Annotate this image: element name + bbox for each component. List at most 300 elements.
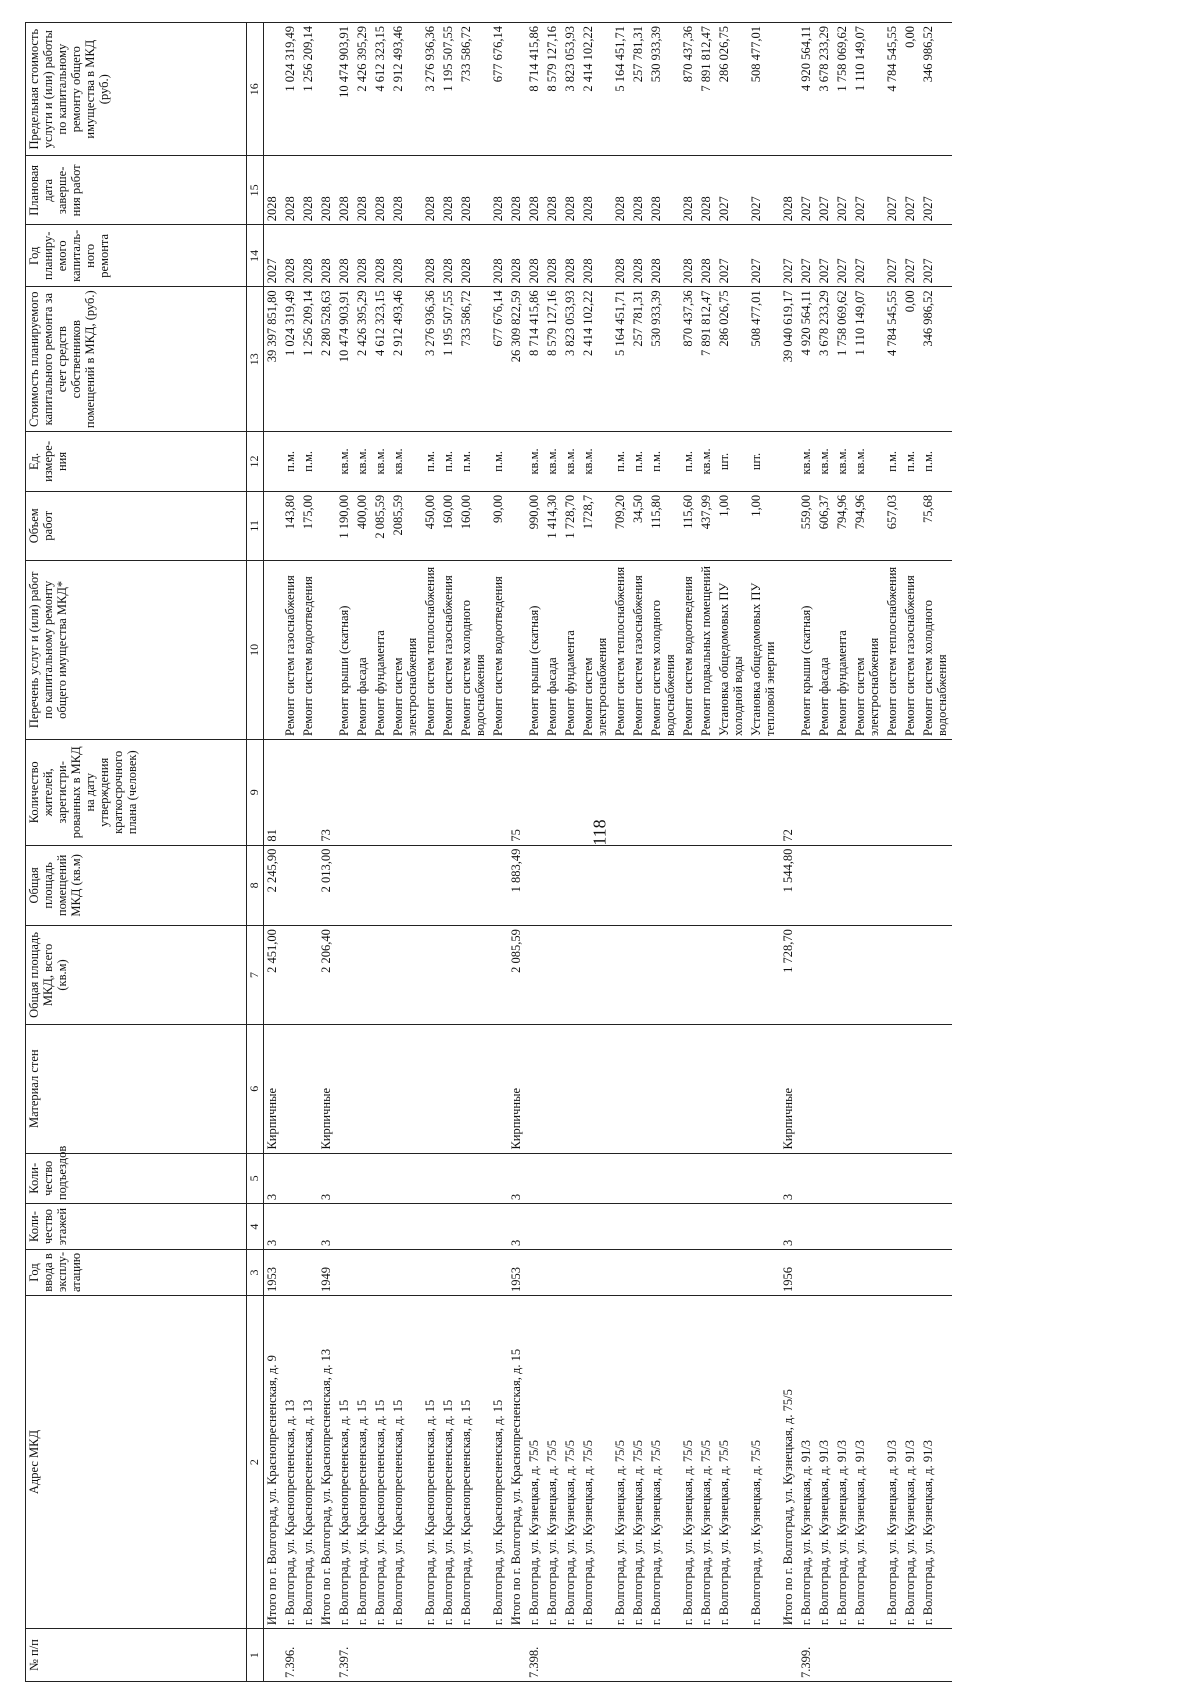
table-cell-col-7 (580, 926, 612, 1025)
table-cell-col-12: кв.м. (390, 432, 422, 492)
table-cell-col-7 (834, 926, 852, 1025)
table-cell-col-4 (422, 1204, 440, 1250)
table-cell-col-14: 2028 (422, 225, 440, 287)
table-cell-col-15: 2027 (834, 156, 852, 225)
table-cell-col-7 (562, 926, 580, 1025)
table-cell-col-15: 2027 (798, 156, 816, 225)
table-cell-col-6 (282, 1024, 300, 1153)
table-cell-col-8 (716, 845, 748, 925)
table-cell-col-16: 7 891 812,47 (698, 23, 716, 156)
table-cell-col-7 (698, 926, 716, 1025)
table-cell-col-12: кв.м. (798, 432, 816, 492)
table-cell-col-11: 1 728,70 (562, 491, 580, 560)
table-cell-col-11: 1 190,00 (336, 491, 354, 560)
column-header-13: Стоимость планируемого капитального ремонта за счет средств собственников помещений в МКД, (руб.) (26, 287, 247, 432)
table-cell-col-10: Ремонт систем холодного водоснабжения (458, 560, 490, 739)
table-cell-col-15: 2028 (490, 156, 508, 225)
column-header-15: Плановая дата заверше-ния работ (26, 156, 247, 225)
table-cell-col-3 (902, 1250, 920, 1296)
table-cell-col-15: 2028 (264, 156, 283, 225)
table-row (748, 23, 780, 1682)
table-cell-col-4 (336, 1204, 354, 1250)
table-cell-col-10: Ремонт фасада (544, 560, 562, 739)
table-cell-col-5 (300, 1153, 318, 1204)
table-cell-col-7 (902, 926, 920, 1025)
table-cell-col-4 (526, 1204, 544, 1250)
table-cell-col-16: 508 477,01 (748, 23, 780, 156)
table-cell-col-11: 794,96 (852, 491, 884, 560)
table-cell-col-12: п.м. (902, 432, 920, 492)
table-cell-col-16: 0,00 (902, 23, 920, 156)
column-number-6: 6 (247, 1024, 264, 1153)
table-cell-col-3 (834, 1250, 852, 1296)
table-cell-col-10: Ремонт систем теплоснабжения (422, 560, 440, 739)
table-cell-col-15: 2027 (748, 156, 780, 225)
table-cell-col-5 (490, 1153, 508, 1204)
table-cell-col-5 (526, 1153, 544, 1204)
table-cell-col-13: 1 024 319,49 (282, 287, 300, 432)
table-cell-col-1 (630, 1629, 648, 1682)
table-cell-col-10: Ремонт крыши (скатная) (798, 560, 816, 739)
table-cell-col-1 (544, 1629, 562, 1682)
table-cell-col-6 (580, 1024, 612, 1153)
column-number-8: 8 (247, 845, 264, 925)
table-cell-col-3 (698, 1250, 716, 1296)
table-cell-col-4: 3 (780, 1204, 798, 1250)
table-cell-col-11 (902, 491, 920, 560)
table-cell-col-12: кв.м. (562, 432, 580, 492)
table-cell-col-5 (336, 1153, 354, 1204)
table-cell-col-7 (630, 926, 648, 1025)
table-cell-col-14: 2027 (902, 225, 920, 287)
table-cell-col-13: 4 612 323,15 (372, 287, 390, 432)
table-cell-col-12: кв.м. (354, 432, 372, 492)
table-cell-col-9 (390, 739, 422, 845)
table-cell-col-5 (562, 1153, 580, 1204)
table-row (630, 23, 648, 1682)
table-cell-col-1 (490, 1629, 508, 1682)
table-cell-col-8 (336, 845, 354, 925)
table-cell-col-7 (282, 926, 300, 1025)
table-cell-col-1 (390, 1629, 422, 1682)
table-cell-col-4 (372, 1204, 390, 1250)
table-cell-col-12: кв.м. (526, 432, 544, 492)
table-cell-col-4 (490, 1204, 508, 1250)
table-cell-col-6 (902, 1024, 920, 1153)
table-cell-col-4 (282, 1204, 300, 1250)
table-cell-col-14: 2028 (490, 225, 508, 287)
table-row (902, 23, 920, 1682)
table-cell-col-2: г. Волгоград, ул. Кузнецкая, д. 75/5 (716, 1295, 748, 1628)
table-cell-col-2: г. Волгоград, ул. Краснопресненская, д. 15 (440, 1295, 458, 1628)
table-cell-col-15: 2027 (716, 156, 748, 225)
table-cell-col-12: п.м. (300, 432, 318, 492)
table-row (884, 23, 902, 1682)
table-cell-col-11: 34,50 (630, 491, 648, 560)
table-cell-col-15: 2028 (508, 156, 526, 225)
rotated-page (25, 22, 1135, 1682)
table-cell-col-4 (852, 1204, 884, 1250)
table-cell-col-4 (920, 1204, 952, 1250)
table-cell-col-10: Ремонт фундамента (562, 560, 580, 739)
column-number-11: 11 (247, 491, 264, 560)
table-cell-col-6 (630, 1024, 648, 1153)
table-cell-col-2: Итого по г. Волгоград, ул. Краснопресненская, д. 13 (318, 1295, 336, 1628)
column-number-4: 4 (247, 1204, 264, 1250)
table-cell-col-6 (748, 1024, 780, 1153)
table-cell-col-9 (440, 739, 458, 845)
table-cell-col-5 (354, 1153, 372, 1204)
table-cell-col-6 (834, 1024, 852, 1153)
table-cell-col-7 (490, 926, 508, 1025)
table-cell-col-3 (544, 1250, 562, 1296)
table-cell-col-2: г. Волгоград, ул. Краснопресненская, д. 15 (490, 1295, 508, 1628)
table-cell-col-4 (834, 1204, 852, 1250)
table-cell-col-4 (544, 1204, 562, 1250)
table-cell-col-1 (648, 1629, 680, 1682)
table-cell-col-11: 175,00 (300, 491, 318, 560)
table-cell-col-6 (336, 1024, 354, 1153)
table-cell-col-12: п.м. (884, 432, 902, 492)
table-cell-col-14: 2027 (716, 225, 748, 287)
table-cell-col-13: 2 414 102,22 (580, 287, 612, 432)
table-cell-col-5 (816, 1153, 834, 1204)
table-cell-col-8 (354, 845, 372, 925)
table-cell-col-16: 8 714 415,86 (526, 23, 544, 156)
table-cell-col-8 (440, 845, 458, 925)
table-row (816, 23, 834, 1682)
table-cell-col-13: 3 823 053,93 (562, 287, 580, 432)
table-cell-col-16: 1 256 209,14 (300, 23, 318, 156)
table-cell-col-7: 2 206,40 (318, 926, 336, 1025)
table-cell-col-12: шт. (748, 432, 780, 492)
table-cell-col-8 (422, 845, 440, 925)
table-cell-col-1 (508, 1629, 526, 1682)
table-cell-col-7 (440, 926, 458, 1025)
table-cell-col-13: 7 891 812,47 (698, 287, 716, 432)
table-cell-col-10: Ремонт крыши (скатная) (336, 560, 354, 739)
table-cell-col-2: г. Волгоград, ул. Краснопресненская, д. 15 (336, 1295, 354, 1628)
table-cell-col-10: Ремонт систем газоснабжения (902, 560, 920, 739)
table-row (422, 23, 440, 1682)
table-cell-col-7: 2 451,00 (264, 926, 283, 1025)
table-cell-col-5 (798, 1153, 816, 1204)
column-header-6: Материал стен (26, 1024, 247, 1153)
table-cell-col-3: 1949 (318, 1250, 336, 1296)
table-cell-col-15: 2028 (698, 156, 716, 225)
table-cell-col-2: г. Волгоград, ул. Кузнецкая, д. 75/5 (526, 1295, 544, 1628)
column-number-16: 16 (247, 23, 264, 156)
table-cell-col-10: Ремонт систем газоснабжения (630, 560, 648, 739)
table-cell-col-12: п.м. (920, 432, 952, 492)
column-header-4: Коли-чество этажей (26, 1204, 247, 1250)
table-cell-col-5 (372, 1153, 390, 1204)
table-cell-col-1 (612, 1629, 630, 1682)
table-cell-col-7 (748, 926, 780, 1025)
table-cell-col-6 (816, 1024, 834, 1153)
table-cell-col-8 (372, 845, 390, 925)
table-cell-col-15: 2027 (816, 156, 834, 225)
table-cell-col-13: 2 426 395,29 (354, 287, 372, 432)
table-cell-col-11 (264, 491, 283, 560)
table-cell-col-10: Ремонт фундамента (372, 560, 390, 739)
column-number-1: 1 (247, 1629, 264, 1682)
table-cell-col-3 (630, 1250, 648, 1296)
table-cell-col-16: 677 676,14 (490, 23, 508, 156)
table-cell-col-14: 2027 (920, 225, 952, 287)
table-cell-col-13: 1 195 507,55 (440, 287, 458, 432)
table-cell-col-5: 3 (318, 1153, 336, 1204)
table-cell-col-5 (680, 1153, 698, 1204)
table-cell-col-8 (612, 845, 630, 925)
table-cell-col-5: 3 (264, 1153, 283, 1204)
table-cell-col-3 (920, 1250, 952, 1296)
table-cell-col-15: 2028 (612, 156, 630, 225)
table-cell-col-4: 3 (264, 1204, 283, 1250)
table-cell-col-1 (748, 1629, 780, 1682)
column-header-3: Год ввода в эксплу-атацию (26, 1250, 247, 1296)
table-cell-col-5 (902, 1153, 920, 1204)
table-cell-col-7 (300, 926, 318, 1025)
table-cell-col-2: г. Волгоград, ул. Кузнецкая, д. 91/3 (884, 1295, 902, 1628)
table-cell-col-12 (264, 432, 283, 492)
column-number-7: 7 (247, 926, 264, 1025)
table-cell-col-2: г. Волгоград, ул. Краснопресненская, д. 15 (372, 1295, 390, 1628)
table-cell-col-9 (458, 739, 490, 845)
table-cell-col-5 (458, 1153, 490, 1204)
table-cell-col-11: 115,60 (680, 491, 698, 560)
table-cell-col-3 (372, 1250, 390, 1296)
table-cell-col-12: шт. (716, 432, 748, 492)
table-cell-col-12: п.м. (630, 432, 648, 492)
table-cell-col-1 (716, 1629, 748, 1682)
table-cell-col-15: 2028 (562, 156, 580, 225)
column-number-3: 3 (247, 1250, 264, 1296)
table-cell-col-2: г. Волгоград, ул. Кузнецкая, д. 75/5 (612, 1295, 630, 1628)
table-cell-col-9 (834, 739, 852, 845)
table-cell-col-13: 3 678 233,29 (816, 287, 834, 432)
table-cell-col-1 (300, 1629, 318, 1682)
table-cell-col-12: кв.м. (698, 432, 716, 492)
table-row (440, 23, 458, 1682)
table-cell-col-4 (354, 1204, 372, 1250)
table-cell-col-3 (282, 1250, 300, 1296)
table-row (680, 23, 698, 1682)
table-cell-col-2: г. Волгоград, ул. Кузнецкая, д. 91/3 (834, 1295, 852, 1628)
table-cell-col-13: 8 579 127,16 (544, 287, 562, 432)
table-cell-col-3 (526, 1250, 544, 1296)
table-cell-col-10: Ремонт систем газоснабжения (282, 560, 300, 739)
table-cell-col-8 (580, 845, 612, 925)
table-cell-col-7: 1 728,70 (780, 926, 798, 1025)
table-cell-col-9: 81 (264, 739, 283, 845)
table-cell-col-5 (648, 1153, 680, 1204)
table-cell-col-10: Установка общедомовых ПУ холодной воды (716, 560, 748, 739)
table-cell-col-4: 3 (508, 1204, 526, 1250)
table-row (264, 23, 283, 1682)
table-cell-col-14: 2028 (580, 225, 612, 287)
table-cell-col-14: 2028 (372, 225, 390, 287)
table-cell-col-5: 3 (780, 1153, 798, 1204)
table-cell-col-11 (318, 491, 336, 560)
table-cell-col-12 (780, 432, 798, 492)
table-row (490, 23, 508, 1682)
table-cell-col-10: Ремонт фасада (816, 560, 834, 739)
table-cell-col-3 (748, 1250, 780, 1296)
table-cell-col-10 (780, 560, 798, 739)
table-cell-col-5 (834, 1153, 852, 1204)
table-cell-col-8 (648, 845, 680, 925)
table-cell-col-6 (884, 1024, 902, 1153)
table-cell-col-9 (630, 739, 648, 845)
table-cell-col-6 (648, 1024, 680, 1153)
table-cell-col-1 (852, 1629, 884, 1682)
table-cell-col-9 (716, 739, 748, 845)
table-cell-col-13: 1 256 209,14 (300, 287, 318, 432)
table-cell-col-7 (544, 926, 562, 1025)
table-cell-col-3 (852, 1250, 884, 1296)
table-cell-col-7 (526, 926, 544, 1025)
table-cell-col-8 (816, 845, 834, 925)
table-cell-col-1 (440, 1629, 458, 1682)
table-cell-col-6: Кирпичные (508, 1024, 526, 1153)
table-cell-col-15: 2028 (372, 156, 390, 225)
table-cell-col-12: п.м. (490, 432, 508, 492)
table-cell-col-11: 2085,59 (390, 491, 422, 560)
table-cell-col-16 (508, 23, 526, 156)
table-cell-col-7 (852, 926, 884, 1025)
column-header-1: № п/п (26, 1629, 247, 1682)
table-cell-col-15: 2027 (902, 156, 920, 225)
table-cell-col-13: 257 781,31 (630, 287, 648, 432)
table-row (648, 23, 680, 1682)
table-row (508, 23, 526, 1682)
table-cell-col-16: 2 426 395,29 (354, 23, 372, 156)
table-cell-col-3 (390, 1250, 422, 1296)
table-cell-col-12: кв.м. (816, 432, 834, 492)
table-cell-col-8 (680, 845, 698, 925)
table-cell-col-14: 2028 (282, 225, 300, 287)
table-row (318, 23, 336, 1682)
table-cell-col-2: Итого по г. Волгоград, ул. Кузнецкая, д. 75/5 (780, 1295, 798, 1628)
table-cell-col-14: 2028 (508, 225, 526, 287)
table-cell-col-10: Ремонт систем электроснабжения (580, 560, 612, 739)
table-cell-col-14: 2028 (544, 225, 562, 287)
table-cell-col-5 (612, 1153, 630, 1204)
table-cell-col-7 (372, 926, 390, 1025)
table-cell-col-9 (300, 739, 318, 845)
table-cell-col-16: 2 414 102,22 (580, 23, 612, 156)
table-cell-col-3 (354, 1250, 372, 1296)
table-cell-col-9 (798, 739, 816, 845)
table-cell-col-11: 90,00 (490, 491, 508, 560)
column-header-9: Количество жителей, зарегистри-рованных в МКД на дату утверждения краткосрочного плана (человек) (26, 739, 247, 845)
table-cell-col-16: 8 579 127,16 (544, 23, 562, 156)
table-cell-col-9 (852, 739, 884, 845)
table-row (852, 23, 884, 1682)
table-cell-col-9 (748, 739, 780, 845)
table-cell-col-10 (318, 560, 336, 739)
table-cell-col-8 (490, 845, 508, 925)
table-cell-col-12: кв.м. (544, 432, 562, 492)
table-cell-col-1 (780, 1629, 798, 1682)
table-cell-col-8 (698, 845, 716, 925)
table-cell-col-4 (716, 1204, 748, 1250)
table-cell-col-9 (680, 739, 698, 845)
table-cell-col-12: п.м. (282, 432, 300, 492)
table-cell-col-4 (300, 1204, 318, 1250)
table-cell-col-3: 1956 (780, 1250, 798, 1296)
table-cell-col-5 (884, 1153, 902, 1204)
table-cell-col-8 (920, 845, 952, 925)
table-cell-col-16: 870 437,36 (680, 23, 698, 156)
table-cell-col-11: 160,00 (440, 491, 458, 560)
table-cell-col-15: 2027 (884, 156, 902, 225)
table-cell-col-6 (390, 1024, 422, 1153)
table-cell-col-8 (748, 845, 780, 925)
table-cell-col-9 (354, 739, 372, 845)
capital-repair-table (25, 22, 952, 1682)
table-cell-col-9 (884, 739, 902, 845)
table-cell-col-6 (422, 1024, 440, 1153)
table-cell-col-6 (354, 1024, 372, 1153)
table-cell-col-11: 115,80 (648, 491, 680, 560)
table-cell-col-9 (422, 739, 440, 845)
table-cell-col-1 (580, 1629, 612, 1682)
table-cell-col-11: 1,00 (716, 491, 748, 560)
table-row (834, 23, 852, 1682)
table-cell-col-5 (390, 1153, 422, 1204)
table-cell-col-13: 4 920 564,11 (798, 287, 816, 432)
table-cell-col-6 (680, 1024, 698, 1153)
table-cell-col-4 (458, 1204, 490, 1250)
table-cell-col-8: 1 544,80 (780, 845, 798, 925)
table-cell-col-11: 1 414,30 (544, 491, 562, 560)
table-cell-col-13: 39 040 619,17 (780, 287, 798, 432)
table-row (780, 23, 798, 1682)
table-cell-col-12: п.м. (612, 432, 630, 492)
table-cell-col-8 (458, 845, 490, 925)
table-cell-col-2: г. Волгоград, ул. Краснопресненская, д. 15 (390, 1295, 422, 1628)
table-cell-col-15: 2028 (390, 156, 422, 225)
table-cell-col-2: г. Волгоград, ул. Кузнецкая, д. 75/5 (544, 1295, 562, 1628)
table-cell-col-12: п.м. (680, 432, 698, 492)
table-cell-col-2: г. Волгоград, ул. Краснопресненская, д. 15 (354, 1295, 372, 1628)
table-cell-col-15: 2028 (300, 156, 318, 225)
table-cell-col-9 (698, 739, 716, 845)
table-cell-col-14: 2027 (748, 225, 780, 287)
column-header-2: Адрес МКД (26, 1295, 247, 1628)
table-cell-col-1 (264, 1629, 283, 1682)
table-cell-col-8 (562, 845, 580, 925)
table-cell-col-1 (698, 1629, 716, 1682)
table-row (300, 23, 318, 1682)
table-cell-col-9: 75 (508, 739, 526, 845)
table-cell-col-12 (318, 432, 336, 492)
table-cell-col-2: г. Волгоград, ул. Кузнецкая, д. 75/5 (630, 1295, 648, 1628)
table-cell-col-3 (300, 1250, 318, 1296)
table-cell-col-2: г. Волгоград, ул. Кузнецкая, д. 75/5 (648, 1295, 680, 1628)
table-cell-col-14: 2027 (264, 225, 283, 287)
table-cell-col-15: 2028 (630, 156, 648, 225)
table-cell-col-15: 2028 (440, 156, 458, 225)
table-cell-col-13: 2 912 493,46 (390, 287, 422, 432)
table-row (544, 23, 562, 1682)
table-row (580, 23, 612, 1682)
table-cell-col-11: 160,00 (458, 491, 490, 560)
table-cell-col-11: 709,20 (612, 491, 630, 560)
table-cell-col-10: Ремонт систем электроснабжения (852, 560, 884, 739)
